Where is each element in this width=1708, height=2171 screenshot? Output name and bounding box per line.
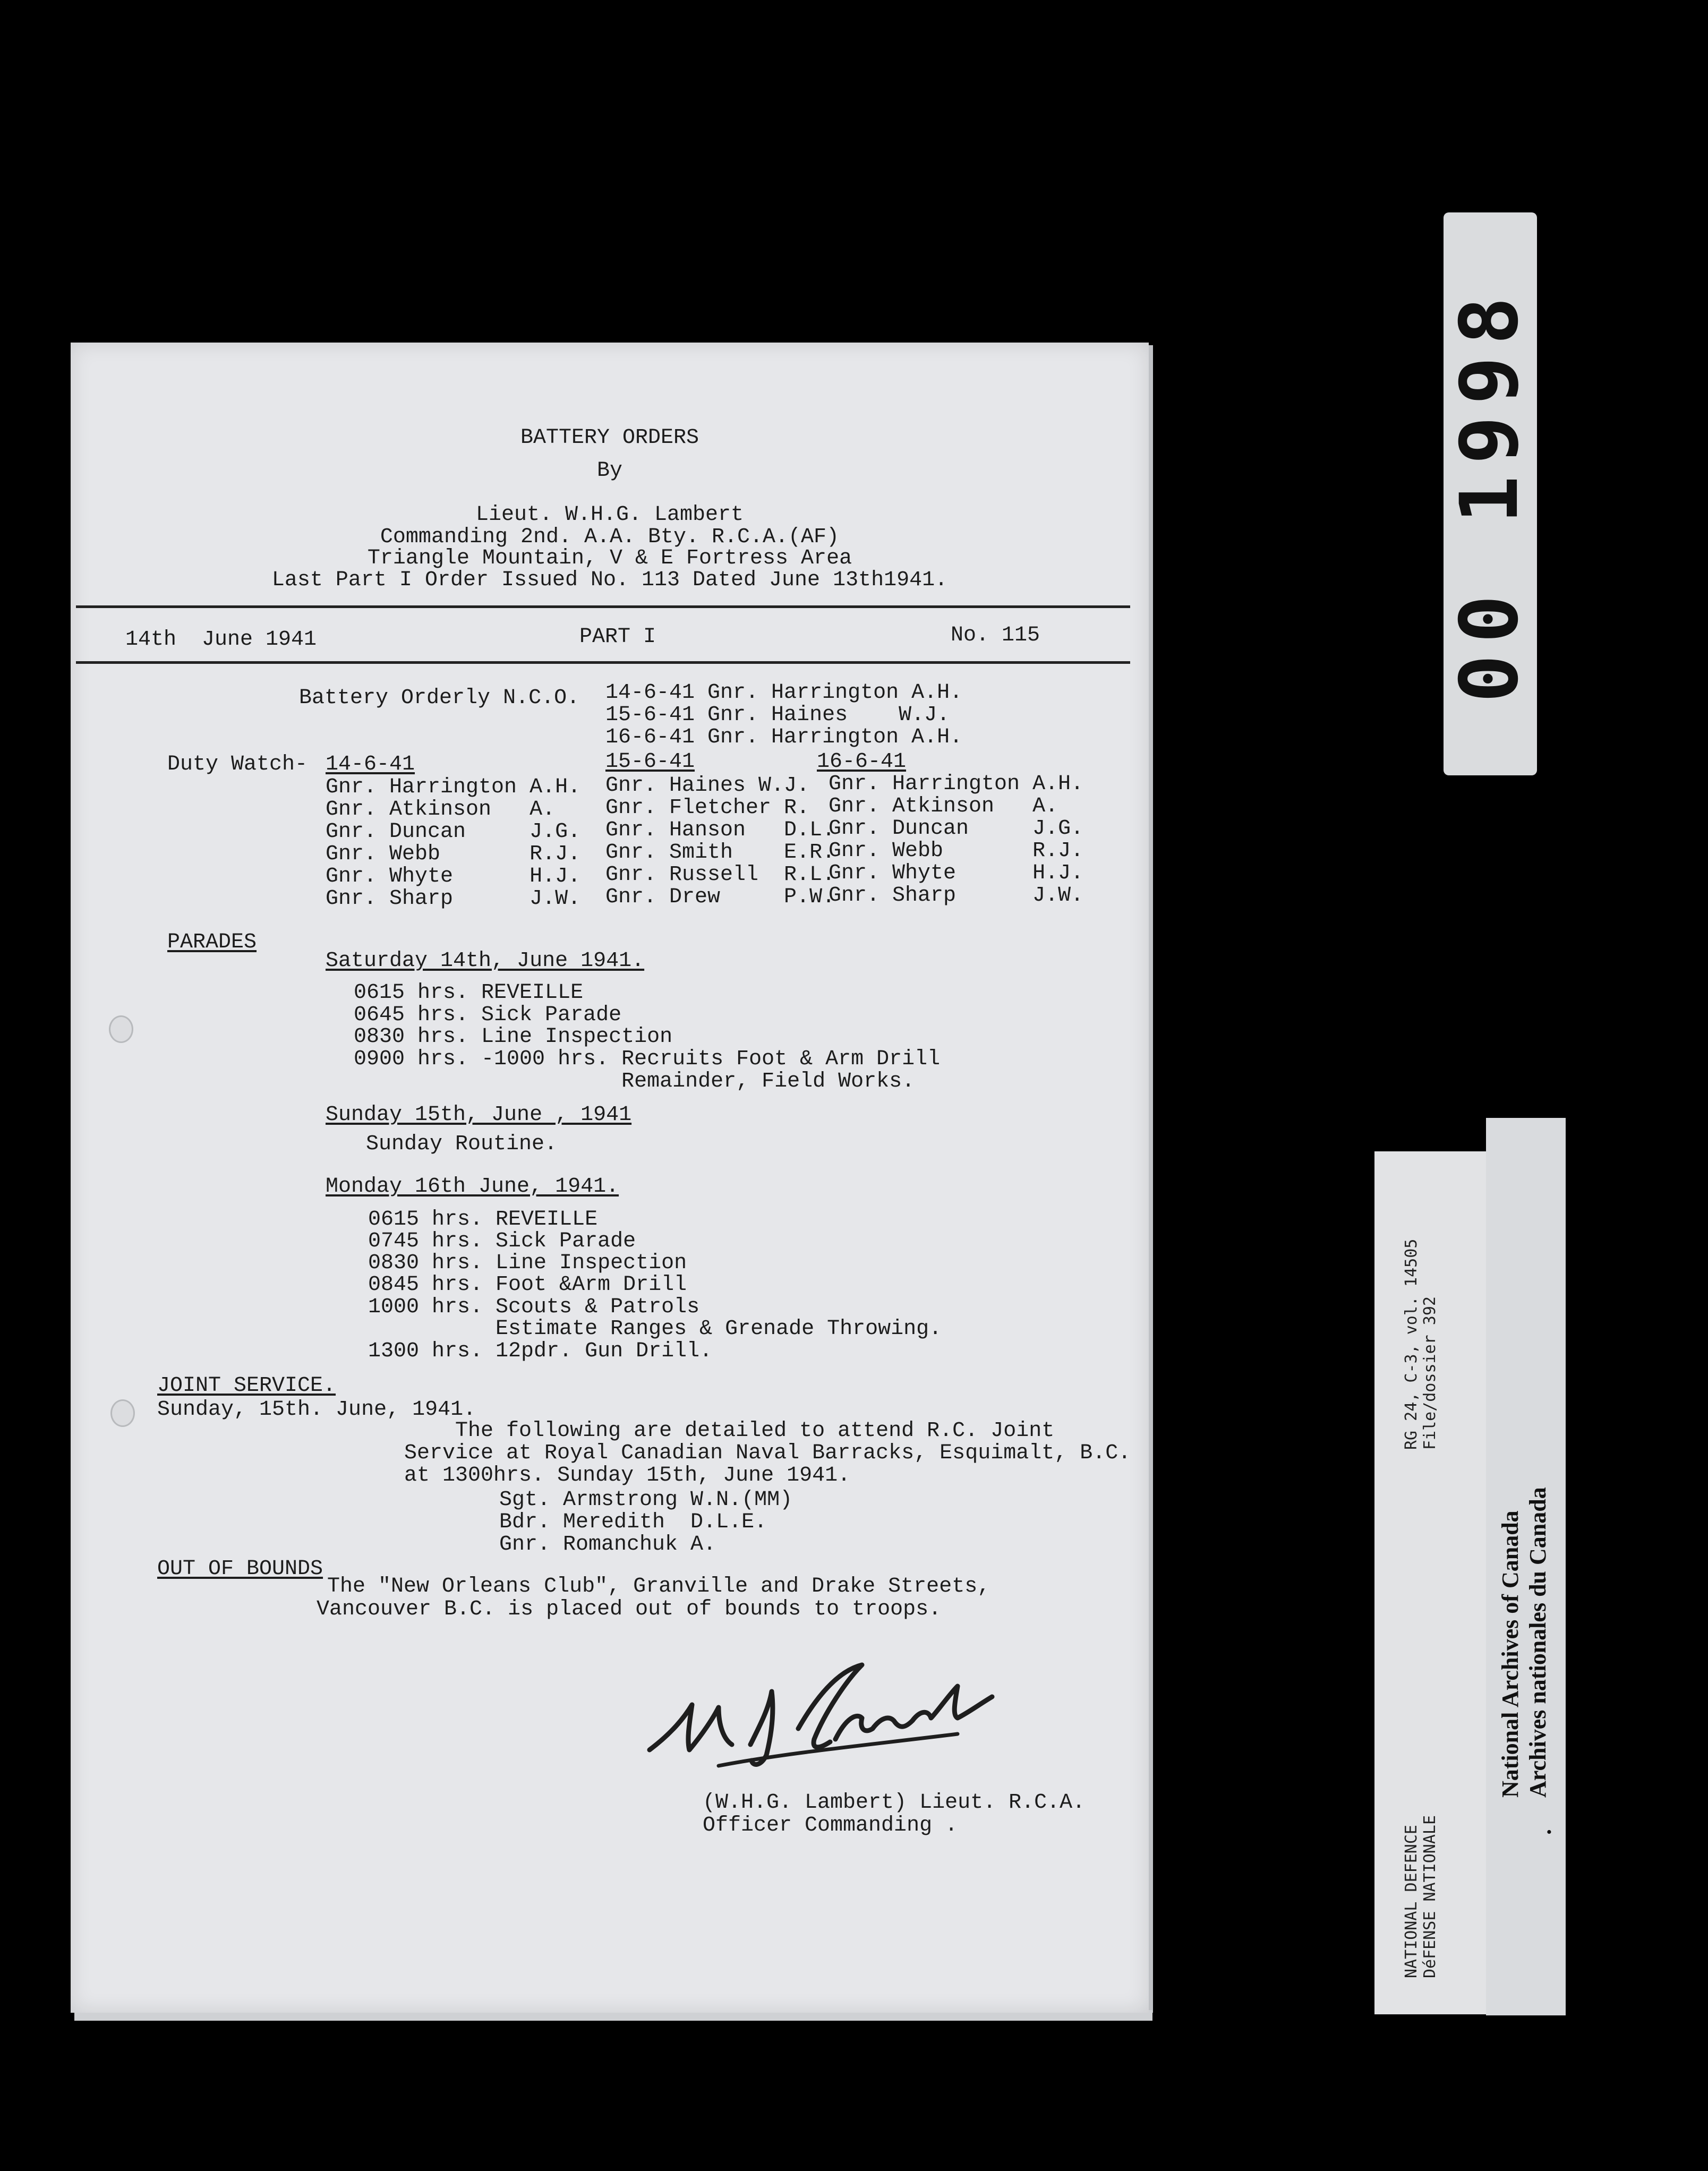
duty-watch-cell: Gnr. Hanson D.L. [605, 818, 835, 842]
archive-org-en: NATIONAL DEFENCE [1402, 1825, 1421, 1978]
schedule-line: 0745 hrs. Sick Parade [368, 1229, 636, 1253]
duty-watch-cell: Gnr. Smith E.R. [605, 841, 835, 865]
out-of-bounds-label: OUT OF BOUNDS [157, 1557, 323, 1581]
schedule-line: 0845 hrs. Foot &Arm Drill [368, 1273, 687, 1297]
doc-by: By [596, 459, 622, 483]
orderly-entry: 15-6-41 Gnr. Haines W.J. [605, 703, 950, 727]
archive-org-fr: DéFENSE NATIONALE [1421, 1815, 1439, 1978]
duty-watch-cell: Gnr. Whyte H.J. [326, 865, 581, 888]
signature-name: (W.H.G. Lambert) Lieut. R.C.A. [703, 1791, 1086, 1815]
out-of-bounds-line: The "New Orleans Club", Granville and Drake Streets, [327, 1575, 990, 1599]
rule-top [76, 605, 1130, 608]
sunday-heading: Sunday 15th, June , 1941 [326, 1103, 632, 1127]
frame-number: 00 1998 [1444, 285, 1536, 703]
duty-watch-cell: Gnr. Harrington A.H. [829, 772, 1084, 796]
archive-name-fr: Archives nationales du Canada [1525, 1487, 1551, 1798]
schedule-line: 0645 hrs. Sick Parade [354, 1003, 622, 1027]
schedule-line: 0830 hrs. Line Inspection [368, 1251, 687, 1275]
rule-bottom [76, 661, 1130, 664]
archive-reference: RG 24, C-3, vol. 14505 [1402, 1238, 1421, 1450]
orderly-label: Battery Orderly N.C.O. [299, 686, 580, 710]
duty-watch-cell: Gnr. Webb R.J. [326, 842, 581, 866]
monday-heading: Monday 16th June, 1941. [326, 1175, 619, 1199]
orderly-entry: 16-6-41 Gnr. Harrington A.H. [605, 725, 963, 749]
schedule-line: 1000 hrs. Scouts & Patrols [368, 1295, 700, 1319]
schedule-line: 0900 hrs. -1000 hrs. Recruits Foot & Arm Drill [354, 1047, 941, 1071]
duty-watch-cell: Gnr. Drew P.W. [605, 885, 835, 909]
order-number: No. 115 [951, 623, 1040, 647]
duty-watch-label: Duty Watch- [167, 753, 308, 776]
orderly-entry: 14-6-41 Gnr. Harrington A.H. [605, 681, 963, 705]
handwritten-signature [639, 1654, 1011, 1776]
duty-watch-cell: Gnr. Russell R.L. [605, 863, 835, 887]
archive-dot: . [1530, 1829, 1556, 1835]
duty-watch-cell: Gnr. Atkinson A. [326, 798, 556, 822]
schedule-line: Remainder, Field Works. [354, 1070, 915, 1093]
duty-watch-cell: Gnr. Sharp J.W. [829, 884, 1084, 908]
duty-watch-cell: Gnr. Webb R.J. [829, 839, 1084, 863]
duty-watch-cell: Gnr. Atkinson A. [829, 794, 1058, 818]
out-of-bounds-line: Vancouver B.C. is placed out of bounds to troops. [317, 1597, 942, 1621]
duty-watch-date: 16-6-41 [817, 750, 907, 774]
duty-watch-date: 15-6-41 [605, 750, 695, 774]
schedule-line: Sunday Routine. [366, 1132, 558, 1156]
archive-file: File/dossier 392 [1421, 1296, 1439, 1450]
schedule-line: 0615 hrs. REVEILLE [354, 981, 584, 1005]
battery-orders-page [71, 343, 1149, 2013]
duty-watch-cell: Gnr. Harrington A.H. [326, 775, 581, 799]
attendee: Sgt. Armstrong W.N.(MM) [499, 1488, 793, 1512]
schedule-line: 1300 hrs. 12pdr. Gun Drill. [368, 1339, 713, 1363]
duty-watch-cell: Gnr. Haines W.J. [605, 774, 810, 798]
schedule-line: Estimate Ranges & Grenade Throwing. [368, 1317, 942, 1341]
duty-watch-cell: Gnr. Sharp J.W. [326, 887, 581, 911]
joint-service-label: JOINT SERVICE. [157, 1374, 336, 1398]
duty-watch-cell: Gnr. Whyte H.J. [829, 861, 1084, 885]
doc-location: Triangle Mountain, V & E Fortress Area [367, 546, 852, 570]
joint-service-line: Service at Royal Canadian Naval Barracks, Esquimalt, B.C. [353, 1441, 1131, 1465]
joint-service-line: The following are detailed to attend R.C. Joint [353, 1419, 1055, 1443]
attendee: Gnr. Romanchuk A. [499, 1533, 716, 1557]
joint-service-line: at 1300hrs. Sunday 15th, June 1941. [353, 1464, 851, 1488]
order-date: 14th June 1941 [125, 628, 317, 652]
doc-officer: Lieut. W.H.G. Lambert [475, 503, 744, 527]
schedule-line: 0830 hrs. Line Inspection [354, 1025, 673, 1049]
saturday-heading: Saturday 14th, June 1941. [326, 949, 645, 973]
duty-watch-cell: Gnr. Fletcher R. [605, 796, 810, 820]
parades-label: PARADES [167, 930, 257, 954]
doc-title: BATTERY ORDERS [520, 426, 699, 450]
joint-service-date: Sunday, 15th. June, 1941. [157, 1398, 476, 1422]
archive-name-en: National Archives of Canada [1497, 1510, 1523, 1798]
punch-hole [109, 1015, 133, 1043]
attendee: Bdr. Meredith D.L.E. [499, 1510, 767, 1534]
schedule-line: 0615 hrs. REVEILLE [368, 1208, 598, 1232]
punch-hole [110, 1399, 135, 1427]
duty-watch-cell: Gnr. Duncan J.G. [829, 817, 1084, 841]
duty-watch-cell: Gnr. Duncan J.G. [326, 820, 581, 844]
duty-watch-date: 14-6-41 [326, 753, 415, 776]
doc-last-order: Last Part I Order Issued No. 113 Dated June 13th1941. [271, 568, 948, 592]
doc-unit: Commanding 2nd. A.A. Bty. R.C.A.(AF) [380, 525, 840, 549]
order-part: PART I [579, 625, 656, 649]
signature-title: Officer Commanding . [703, 1814, 958, 1837]
